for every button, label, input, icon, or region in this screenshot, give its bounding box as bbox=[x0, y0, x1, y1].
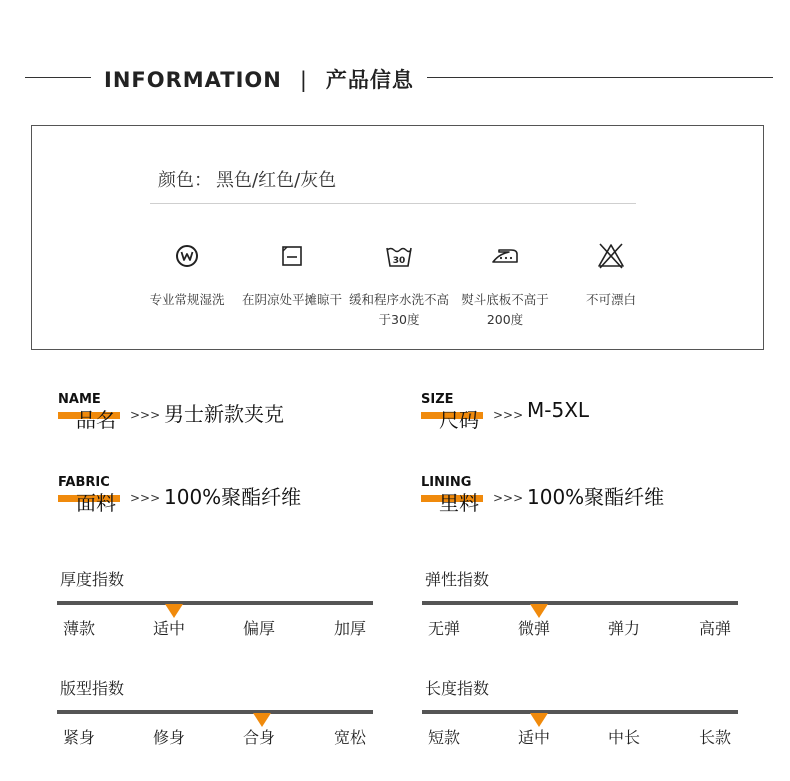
iron-icon bbox=[489, 240, 521, 272]
scale-option: 长款 bbox=[699, 728, 732, 747]
care-item-dry bbox=[240, 240, 344, 310]
scale-option: 加厚 bbox=[334, 619, 367, 638]
arrows: >>> bbox=[493, 491, 524, 505]
arrows: >>> bbox=[130, 408, 161, 422]
scale-option: 高弹 bbox=[699, 619, 732, 638]
title-en: INFORMATION bbox=[104, 68, 282, 92]
care-label: 不可漂白 bbox=[585, 292, 636, 307]
scale-title: 弹性指数 bbox=[425, 570, 490, 589]
wash-temp-text: 30 bbox=[392, 256, 406, 266]
scale-option: 适中 bbox=[153, 619, 186, 638]
field-cn-label: 尺码 bbox=[439, 408, 479, 432]
scale-option: 适中 bbox=[518, 728, 551, 747]
scale-option: 宽松 bbox=[334, 728, 367, 747]
field-cn-label: 面料 bbox=[76, 491, 116, 515]
scale-option: 紧身 bbox=[63, 728, 96, 747]
scale-option: 微弹 bbox=[518, 619, 551, 638]
scale-option: 修身 bbox=[153, 728, 186, 747]
field-value: 男士新款夹克 bbox=[164, 402, 284, 426]
field-cn-label: 里料 bbox=[439, 491, 479, 515]
care-label: 在阴凉处平摊晾干 bbox=[241, 292, 342, 307]
arrows: >>> bbox=[130, 491, 161, 505]
scale-option: 中长 bbox=[608, 728, 641, 747]
scale-title: 版型指数 bbox=[60, 679, 125, 698]
scale-title: 厚度指数 bbox=[60, 570, 125, 589]
scale-track bbox=[57, 710, 373, 714]
no-bleach-icon bbox=[595, 240, 627, 272]
field-value: M-5XL bbox=[527, 398, 590, 422]
field-en-label: LINING bbox=[421, 475, 472, 490]
scale-option: 薄款 bbox=[63, 619, 96, 638]
title-cn: 产品信息 bbox=[325, 68, 414, 92]
care-label: 熨斗底板不高于200度 bbox=[461, 292, 549, 327]
care-label: 缓和程序水洗不高于30度 bbox=[348, 292, 449, 327]
title-separator: | bbox=[299, 68, 308, 92]
care-item-wash bbox=[135, 240, 239, 310]
field-cn-label: 品名 bbox=[76, 408, 116, 432]
scale-track bbox=[57, 601, 373, 605]
scale-option: 无弹 bbox=[428, 619, 461, 638]
scale-option: 弹力 bbox=[608, 619, 641, 638]
field-value: 100%聚酯纤维 bbox=[164, 485, 302, 509]
page-title bbox=[104, 64, 414, 94]
header-line-right bbox=[427, 77, 773, 78]
field-en-label: FABRIC bbox=[58, 475, 110, 490]
wash-w-icon bbox=[171, 240, 203, 272]
color-value: 黑色/红色/灰色 bbox=[216, 170, 337, 191]
care-item-gentle-wash bbox=[347, 240, 451, 330]
color-info bbox=[158, 166, 336, 192]
field-value: 100%聚酯纤维 bbox=[527, 485, 665, 509]
arrows: >>> bbox=[493, 408, 524, 422]
scale-option: 偏厚 bbox=[243, 619, 276, 638]
care-item-no-bleach bbox=[559, 240, 663, 310]
wash-30-icon bbox=[383, 240, 415, 272]
scale-title: 长度指数 bbox=[425, 679, 490, 698]
field-en-label: NAME bbox=[58, 392, 101, 407]
box-divider bbox=[150, 203, 636, 204]
header-line-left bbox=[25, 77, 91, 78]
shade-dry-icon bbox=[276, 240, 308, 272]
color-label: 颜色： bbox=[158, 170, 212, 191]
care-item-iron bbox=[453, 240, 557, 330]
scale-track bbox=[422, 710, 738, 714]
field-en-label: SIZE bbox=[421, 392, 454, 407]
scale-option: 短款 bbox=[428, 728, 461, 747]
scale-option: 合身 bbox=[243, 728, 276, 747]
care-label: 专业常规湿洗 bbox=[149, 292, 225, 307]
scale-track bbox=[422, 601, 738, 605]
